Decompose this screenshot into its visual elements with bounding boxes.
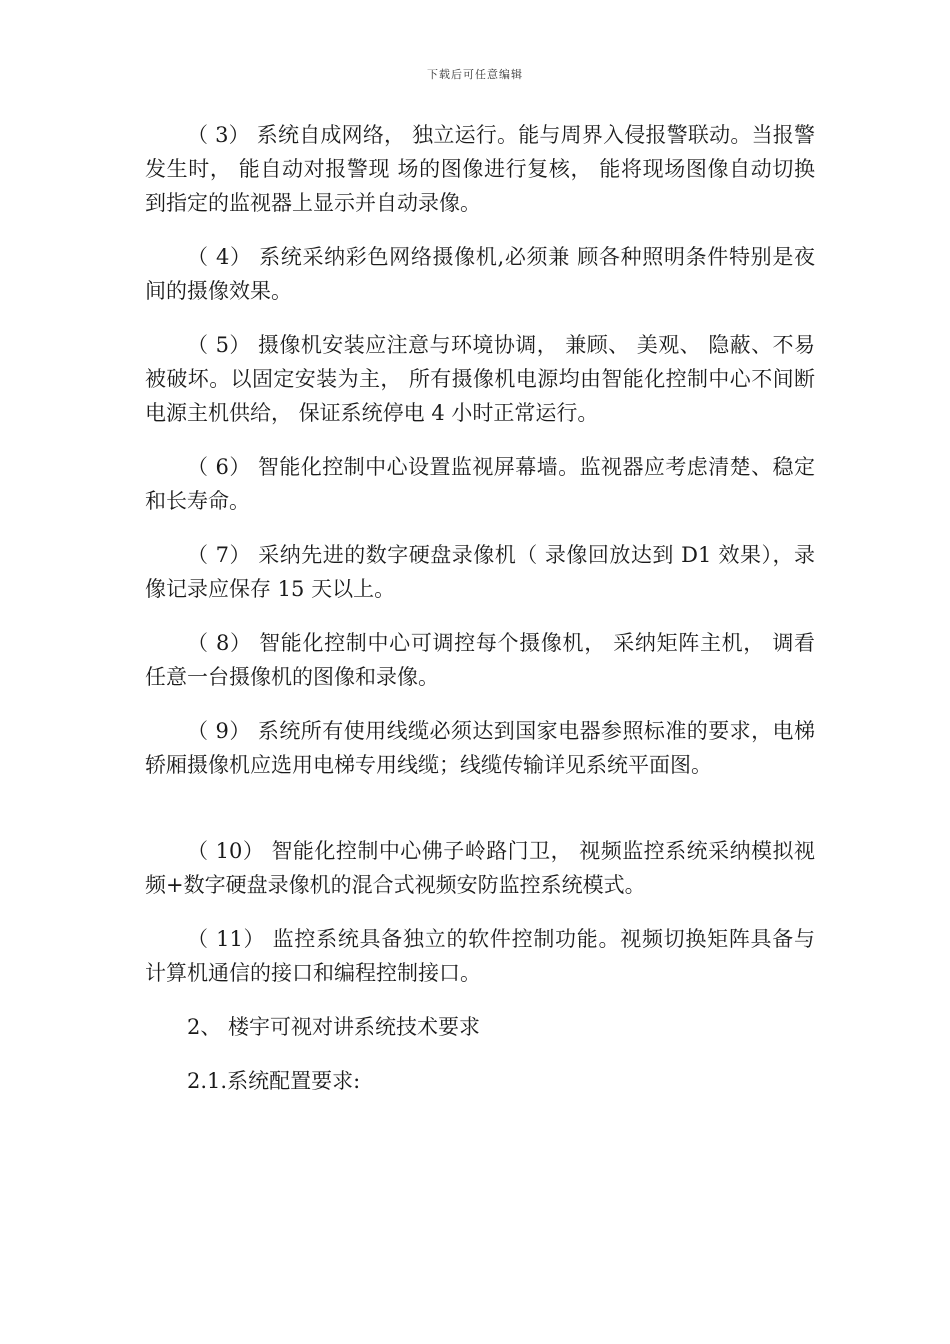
paragraph-item-3: （ 3） 系统自成网络， 独立运行。能与周界入侵报警联动。当报警发生时， 能自动对报警现 场的图像进行复核， 能将现场图像自动切换到指定的监视器上显示并自动录像。 [145, 123, 815, 215]
subsection-heading: 2.1.系统配置要求: [187, 1069, 361, 1093]
paragraph-item-4: （ 4） 系统采纳彩色网络摄像机,必须兼 顾各种照明条件特别是夜间的摄像效果。 [145, 245, 815, 303]
paragraph-item-7: （ 7） 采纳先进的数字硬盘录像机（ 录像回放达到 D1 效果），录像记录应保存 15 天以上。 [145, 543, 815, 601]
paragraph-item-10: （ 10） 智能化控制中心佛子岭路门卫， 视频监控系统采纳模拟视频+数字硬盘录像机的混合式视频安防监控系统模式。 [145, 839, 815, 897]
paragraph-item-9: （ 9） 系统所有使用线缆必须达到国家电器参照标准的要求，电梯轿厢摄像机应选用电梯专用线缆；线缆传输详见系统平面图。 [145, 719, 815, 777]
document-body [145, 118, 815, 1118]
section-heading: 2、 楼宇可视对讲系统技术要求 [187, 1015, 481, 1039]
page-header: 下载后可任意编辑 [427, 68, 523, 81]
paragraph-item-5: （ 5） 摄像机安装应注意与环境协调， 兼顾、 美观、 隐蔽、不易被破坏。以固定安装为主， 所有摄像机电源均由智能化控制中心不间断电源主机供给， 保证系统停电 4 小时正常运行。 [145, 333, 815, 425]
paragraph-item-8: （ 8） 智能化控制中心可调控每个摄像机， 采纳矩阵主机， 调看任意一台摄像机的图像和录像。 [145, 631, 815, 689]
paragraph-item-6: （ 6） 智能化控制中心设置监视屏幕墙。监视器应考虑清楚、稳定和长寿命。 [145, 455, 815, 513]
paragraph-item-11: （ 11） 监控系统具备独立的软件控制功能。视频切换矩阵具备与计算机通信的接口和编程控制接口。 [145, 927, 815, 985]
